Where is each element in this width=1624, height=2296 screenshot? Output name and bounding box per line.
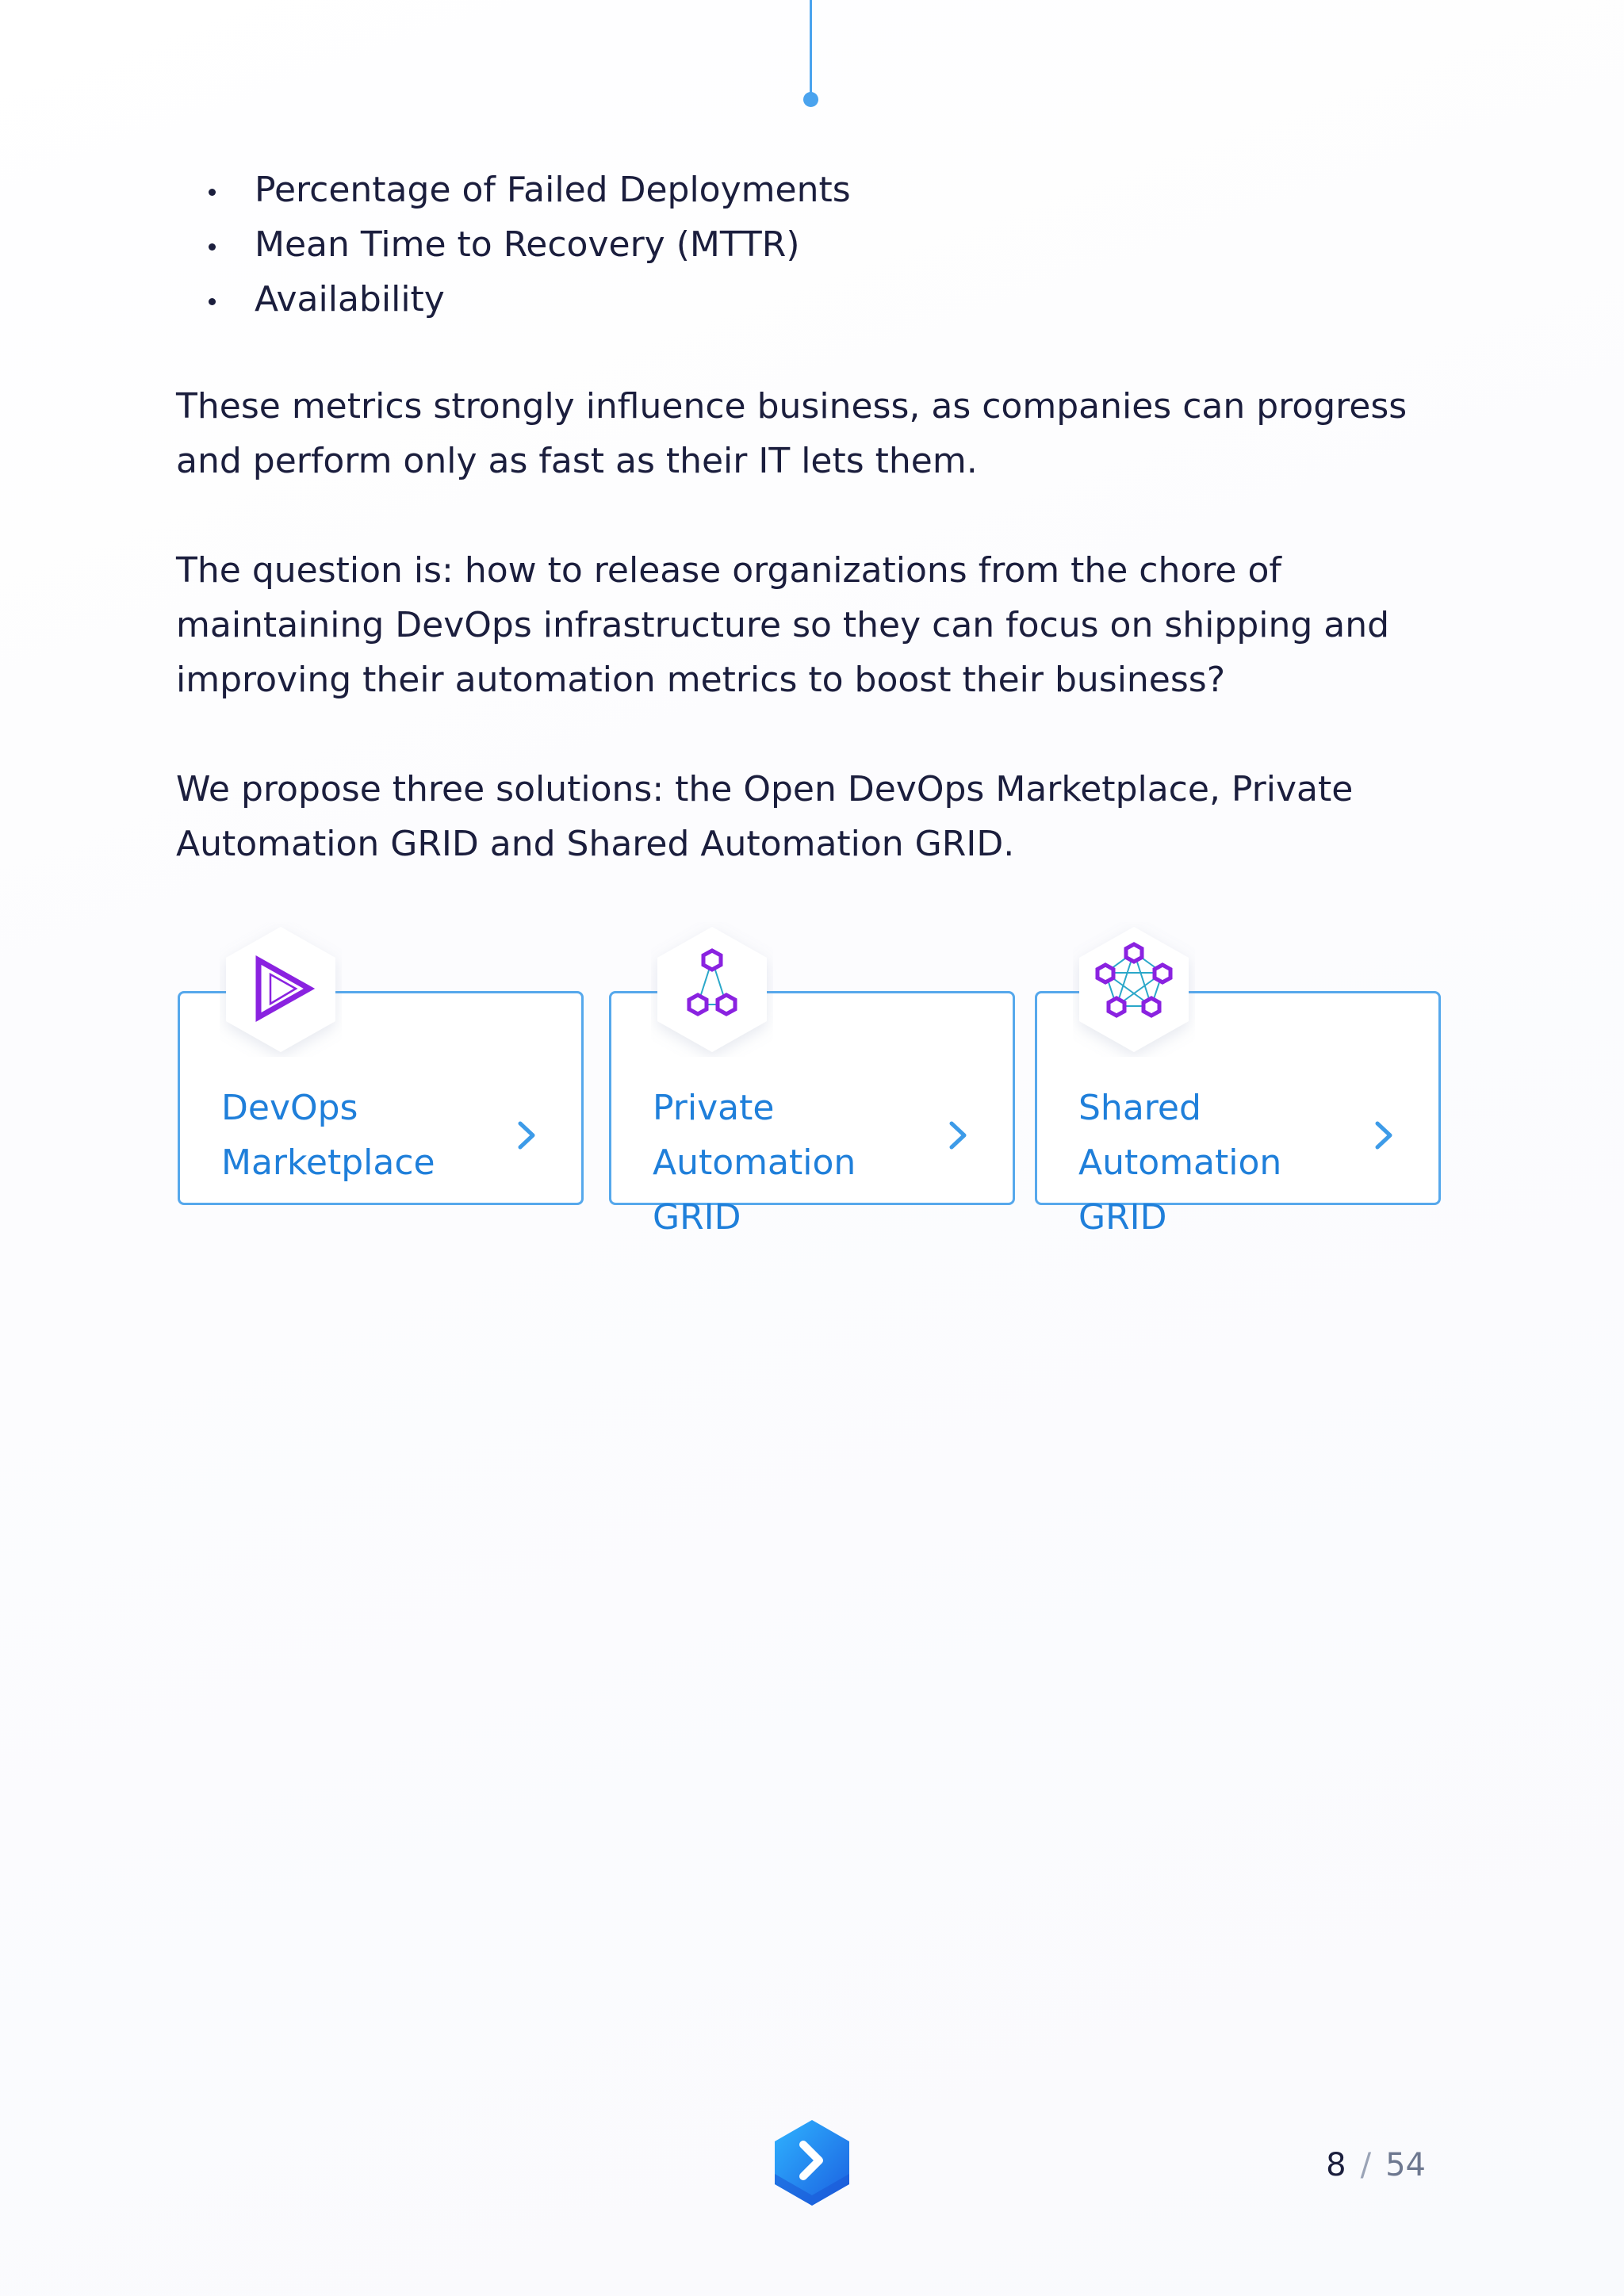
page-indicator xyxy=(1326,2143,1426,2187)
card-label xyxy=(653,1081,954,1245)
shared-automation-grid-card[interactable] xyxy=(1035,991,1441,1238)
paragraph-metrics-influence: These metrics strongly influence business, as companies can progress and perform only as fast as their IT lets them. xyxy=(176,386,1408,481)
list-item: Mean Time to Recovery (MTTR) xyxy=(205,217,851,272)
play-triangle-icon xyxy=(220,922,342,1057)
top-connector-dot xyxy=(803,92,818,107)
chevron-right-icon xyxy=(943,1120,973,1150)
page-separator: / xyxy=(1360,2147,1372,2183)
top-connector-line xyxy=(810,0,812,94)
card-label xyxy=(1078,1081,1380,1245)
paragraph-question: The question is: how to release organizations from the chore of maintaining DevOps infrastructure so they can focus on shipping and improving their automation metrics to boost their business? xyxy=(176,550,1390,700)
card-label-line2: Marketplace xyxy=(221,1142,435,1183)
private-automation-grid-card[interactable] xyxy=(609,991,1015,1238)
page-total: 54 xyxy=(1385,2147,1426,2183)
card-label-line1: DevOps xyxy=(221,1088,358,1128)
devops-marketplace-card[interactable] xyxy=(178,991,584,1205)
card-label-line1: Shared xyxy=(1078,1088,1201,1128)
metrics-list xyxy=(205,163,851,327)
card-label-line1: Private xyxy=(653,1088,775,1128)
list-item: Availability xyxy=(205,272,851,327)
list-item: Percentage of Failed Deployments xyxy=(205,163,851,217)
chevron-right-icon xyxy=(511,1120,542,1150)
pentagon-network-icon xyxy=(1073,922,1195,1057)
paragraph-proposal: We propose three solutions: the Open DevOps Marketplace, Private Automation GRID and Shared Automation GRID. xyxy=(176,769,1354,864)
card-label-line2: Automation GRID xyxy=(1078,1142,1282,1238)
chevron-right-icon xyxy=(1369,1120,1399,1150)
card-label xyxy=(221,1081,523,1190)
brand-logo xyxy=(772,2118,852,2207)
card-label-line2: Automation GRID xyxy=(653,1142,856,1238)
page-current: 8 xyxy=(1326,2147,1346,2183)
triangle-network-icon xyxy=(651,922,773,1057)
